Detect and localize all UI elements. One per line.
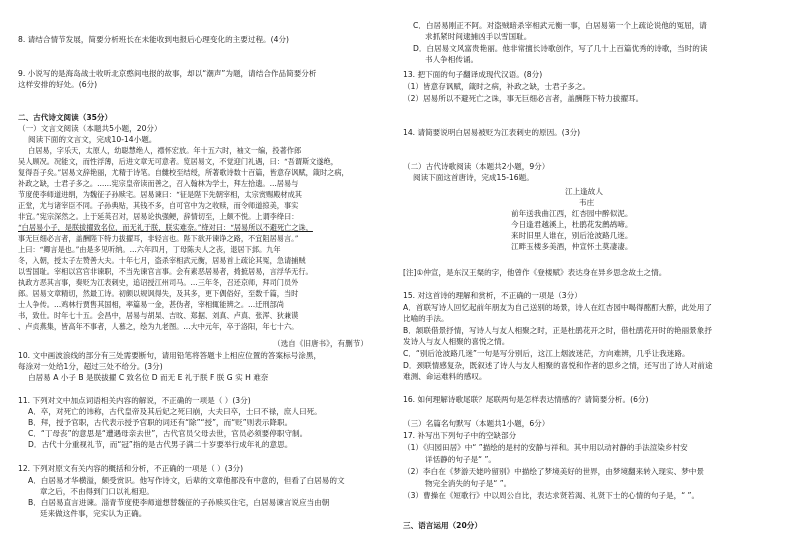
question-13: 13. 把下面的句子翻译成现代汉语。(8分) xyxy=(403,70,543,79)
question-14: 14. 请简要说明白居易被贬为江表刺史的原因。(3分) xyxy=(403,128,581,137)
passage-line: 复得吾子矣。”居易文辞艳丽，尤精于诗笔。自雠校至结绶，所著歌诗数十百篇，皆意存讽赋，箴时之病， xyxy=(18,168,349,177)
passage-source: （选自《旧唐书》，有删节） xyxy=(273,339,368,348)
passage-line-wavy: “白居易小子，是朕拔擢致名位，而无礼于朕，朕实难奈。”绛对曰：“居易所以不避死亡之诛， xyxy=(18,223,313,232)
question-12-option-c-line2: 求抓紧时间逮捕凶手以雪国耻。 xyxy=(425,32,532,41)
section-3-heading: 三、语言运用（20分） xyxy=(403,521,482,530)
question-11-option-a: A．卒，对死亡的讳称，古代皇帝及其后妃之死曰崩，大夫曰卒，士曰不禄，庶人曰死。 xyxy=(28,407,322,416)
question-17-item-2-line2: 物完全消失的句子是“ ”。 xyxy=(425,479,512,488)
poem-note: [注]①仲宣，是东汉王粲的字，他曾作《登楼赋》表达身在异乡思念故土之情。 xyxy=(403,268,667,277)
question-15-option-c: C．“别后沧波路几迷”一句是写分别后，这江上烟波迷茫，方向难辨，几乎让我迷路。 xyxy=(403,349,690,358)
question-17-item-1-line1: （1）《归园田居》中“ ”描绘的是村的安静与祥和。其中用以动衬静的手法渲染乡村安 xyxy=(403,443,688,452)
poem-line: 前年送我曲江西，红杏园中醉似泥。 xyxy=(511,209,633,218)
poem-title: 江上逢故人 xyxy=(565,187,603,196)
passage-line: 冬，入朝，授太子左赞善大夫。十年七月，盗杀宰相武元衡，居易首上疏论其冤，急请捕贼 xyxy=(18,256,306,265)
section-2c-heading: （三）名篇名句默写（本题共1小题，6分） xyxy=(403,419,550,428)
question-12-option-c-line1: C．白居易刚正不阿。对盗贼暗杀宰相武元衡一事，白居易第一个上疏论说他的冤屈，请 xyxy=(413,21,707,30)
question-15: 15. 对这首诗的理解和赏析，不正确的一项是（3分） xyxy=(403,291,582,300)
question-9-line2: 这样安排的好处。(6分) xyxy=(18,80,98,89)
question-12-option-a-line2: 章之后，不由得到门口以礼相迎。 xyxy=(40,487,154,496)
passage-line: 白居易，字乐天，太原人，幼聪慧绝人，襟怀宏放。年十五六时，袖文一编，投著作郎 xyxy=(28,146,302,155)
question-15-option-a-line1: A．首联写诗人回忆起前年朋友为自己送别的场景，诗人在红杏园中喝得酩酊大醉，此处用了 xyxy=(403,303,712,312)
section-2b-heading: （二）古代诗歌阅读（本题共2小题，9分） xyxy=(403,162,550,171)
passage-line: 郎。居易文章精切，然最工诗。初颇以规讽得失，及其多，更下偶俗好，至数千篇，当时 xyxy=(18,289,299,298)
question-16: 16. 如何理解诗歌尾联？尾联两句是怎样表达情感的？请简要分析。(6分) xyxy=(403,395,649,404)
question-12: 12. 下列对原文有关内容的概括和分析，不正确的一项是（ ）(3分) xyxy=(18,464,244,473)
passage-line: 吴人顾况。况能文，而性浮薄，后进文章无可意者。览居易文，不觉迎门礼遇，曰：“吾谓斯文遂绝， xyxy=(18,157,338,166)
question-17-item-2-line1: （2）李白在《梦游天姥吟留别》中描绘了梦境美好的世界，由梦境翻来转入现实、梦中景 xyxy=(403,467,704,476)
question-10-options: 白居易 A 小子 B 是朕拔擢 C 致名位 D 而无 E 礼于朕 F 朕 G 实 H 难奈 xyxy=(28,373,269,382)
question-12-option-a-line1: A．白居易才华横溢，颇受赏识。他写作诗文，后辈的文章他都没有中意的，但看了白居易的文 xyxy=(28,476,345,485)
question-15-option-b-line2: 发诗人与友人相聚的喜悦之情。 xyxy=(403,337,510,346)
passage-line: 以雪国耻。宰相以宫官非谏职，不当先谏官言事。会有素恶居易者，掎摭居易，言浮华无行。 xyxy=(18,267,313,276)
passage-line: 、卢贞燕集，皆高年不事者，人慕之，绘为九老图。…大中元年，卒于洛阳，年七十六。 xyxy=(18,322,299,331)
passage-line: 节度使李师道进绢，为魏征子孙赎宅。居易谏曰：“征是陛下先朝宰相，太宗赏赐殿材成其 xyxy=(18,190,302,199)
question-17: 17. 补写出下列句子中的空缺部分 xyxy=(403,431,517,440)
section-2a-heading: （一）文言文阅读（本题共5小题，20分） xyxy=(18,124,162,133)
poem-line: 今日逢君越溪上，杜鹃花发鹧鸪啼。 xyxy=(511,220,633,229)
poem-line: 江畔玉楼多美酒，仲宣怀土莫凄凄。 xyxy=(511,242,633,251)
reading-instruction: 阅读下面的文言文，完成10-14小题。 xyxy=(28,135,157,144)
question-12-option-d-line2: 书人争相传诵。 xyxy=(425,55,479,64)
question-11-option-d: D．古代十分重视礼节，而“冠”指的是古代男子满二十岁要举行成年礼的意思。 xyxy=(28,440,293,449)
passage-line: 非宜。”宪宗深然之。上于延英召对，居易论执强鲠，辞情切至，上颇不悦。上谓李绛曰： xyxy=(18,212,299,221)
poem-line: 来时旧里人谁在，别后沧波路几迷。 xyxy=(511,231,633,240)
passage-line: 补政之缺，士君子多之。……宪宗皇帝读而善之，召入翰林为学士，拜左拾遗。…居易与 xyxy=(18,179,299,188)
question-11-option-c: C．“丁母丧”的意思是“遭遇母亲去世”，古代官员父母去世，官员必须要停职守制。 xyxy=(28,429,308,438)
question-13-item-2: （2）居易所以不避死亡之诛，事无巨细必言者，盖酬陛下特力拔擢耳。 xyxy=(403,94,644,103)
question-8: 8. 请结合情节发展，简要分析班长在未能收到电报后心理变化的主要过程。(4分) xyxy=(18,35,290,44)
question-11-option-b: B．拜，授予官职，古代表示授予官职的词还有“除”“授”，而“贬”则表示降职。 xyxy=(28,418,293,427)
question-10-line1: 10. 文中画波浪线的部分有三处需要断句，请用铅笔将答题卡上相应位置的答案标号涂黑， xyxy=(18,351,322,360)
question-12-option-b-line2: 廷来做这件事，完实认为正确。 xyxy=(40,509,147,518)
passage-line: 正堂，尤与诸宰臣不同。子孙典贴，其钱不多，自可官中为之收赎，而令师道掠美，事实 xyxy=(18,201,299,210)
question-13-item-1: （1）皆意存讽赋，箴时之病，补政之缺，士君子多之。 xyxy=(403,82,591,91)
question-15-option-d-line2: 难测、命运难料的感叹。 xyxy=(403,372,487,381)
passage-line: 上曰：“卿言是也。”由是多见听纳。…六年四月，丁母陈夫人之丧，退居下邽。九年 xyxy=(18,245,281,254)
passage-line: 士人争传。…鸡林行贾售其国相，率篇易一金，甚伪者，宰相辄能辨之。…迁刑部尚 xyxy=(18,300,284,309)
question-10-line2: 每涂对一处给1分，超过三处不给分。(3分) xyxy=(18,362,163,371)
passage-line: 事无巨细必言者，盖酬陛下特力拔擢耳，非轻言也。陛下欲开谏诤之路，不宜阻居易言。” xyxy=(18,234,299,243)
question-15-option-b-line1: B．颔联借景抒情，写诗人与友人相聚之时，正是杜鹃花开之时，借杜鹃花开时的艳丽景象抒 xyxy=(403,326,712,335)
question-11: 11. 下列对文中加点词语相关内容的解说，不正确的一项是（ ）(3分) xyxy=(18,396,251,405)
passage-line: 执政方恶其言事，奏贬为江表刺史，追诏授江州司马。…三年冬，召还京师，拜司门员外 xyxy=(18,278,299,287)
section-2-heading: 二、古代诗文阅读（35分） xyxy=(18,113,113,122)
question-15-option-d-line1: D．颈联情感复杂，既叙述了诗人与友人相聚的喜悦和作者的思乡之情，还写出了诗人对前途 xyxy=(403,361,713,370)
passage-line: 书，致仕。时年七十五。会昌中，居易与胡杲、吉旼、郑据、刘真、卢真、张浑、狄兼谟 xyxy=(18,311,299,320)
poem-author: 韦庄 xyxy=(579,198,595,207)
question-9-line1: 9. 小说写的是海岛战士收听北京憨间电报的故事，却以“潮声”为题，请结合作品简要分析 xyxy=(18,69,317,78)
question-17-item-1-line2: 详恬静的句子是“ ”。 xyxy=(425,455,497,464)
question-15-option-a-line2: 比喻的手法。 xyxy=(403,314,449,323)
poem-instruction: 阅读下面这首唐诗，完成15-16题。 xyxy=(413,173,534,182)
question-12-option-d-line1: D．白居易文风富贵艳丽。他非常擅长诗歌创作，写了几十上百篇优秀的诗歌，当时的读 xyxy=(413,44,708,53)
question-17-item-3: （3）曹操在《短歌行》中以周公自比，表达求贤若渴、礼贤下士的心情的句子是，“ ”。 xyxy=(403,491,700,500)
question-12-option-b-line1: B．白居易直言进谏。淄青节度使李师道想替魏征的子孙赎买住宅，白居易谏言说应当由朝 xyxy=(28,498,330,507)
